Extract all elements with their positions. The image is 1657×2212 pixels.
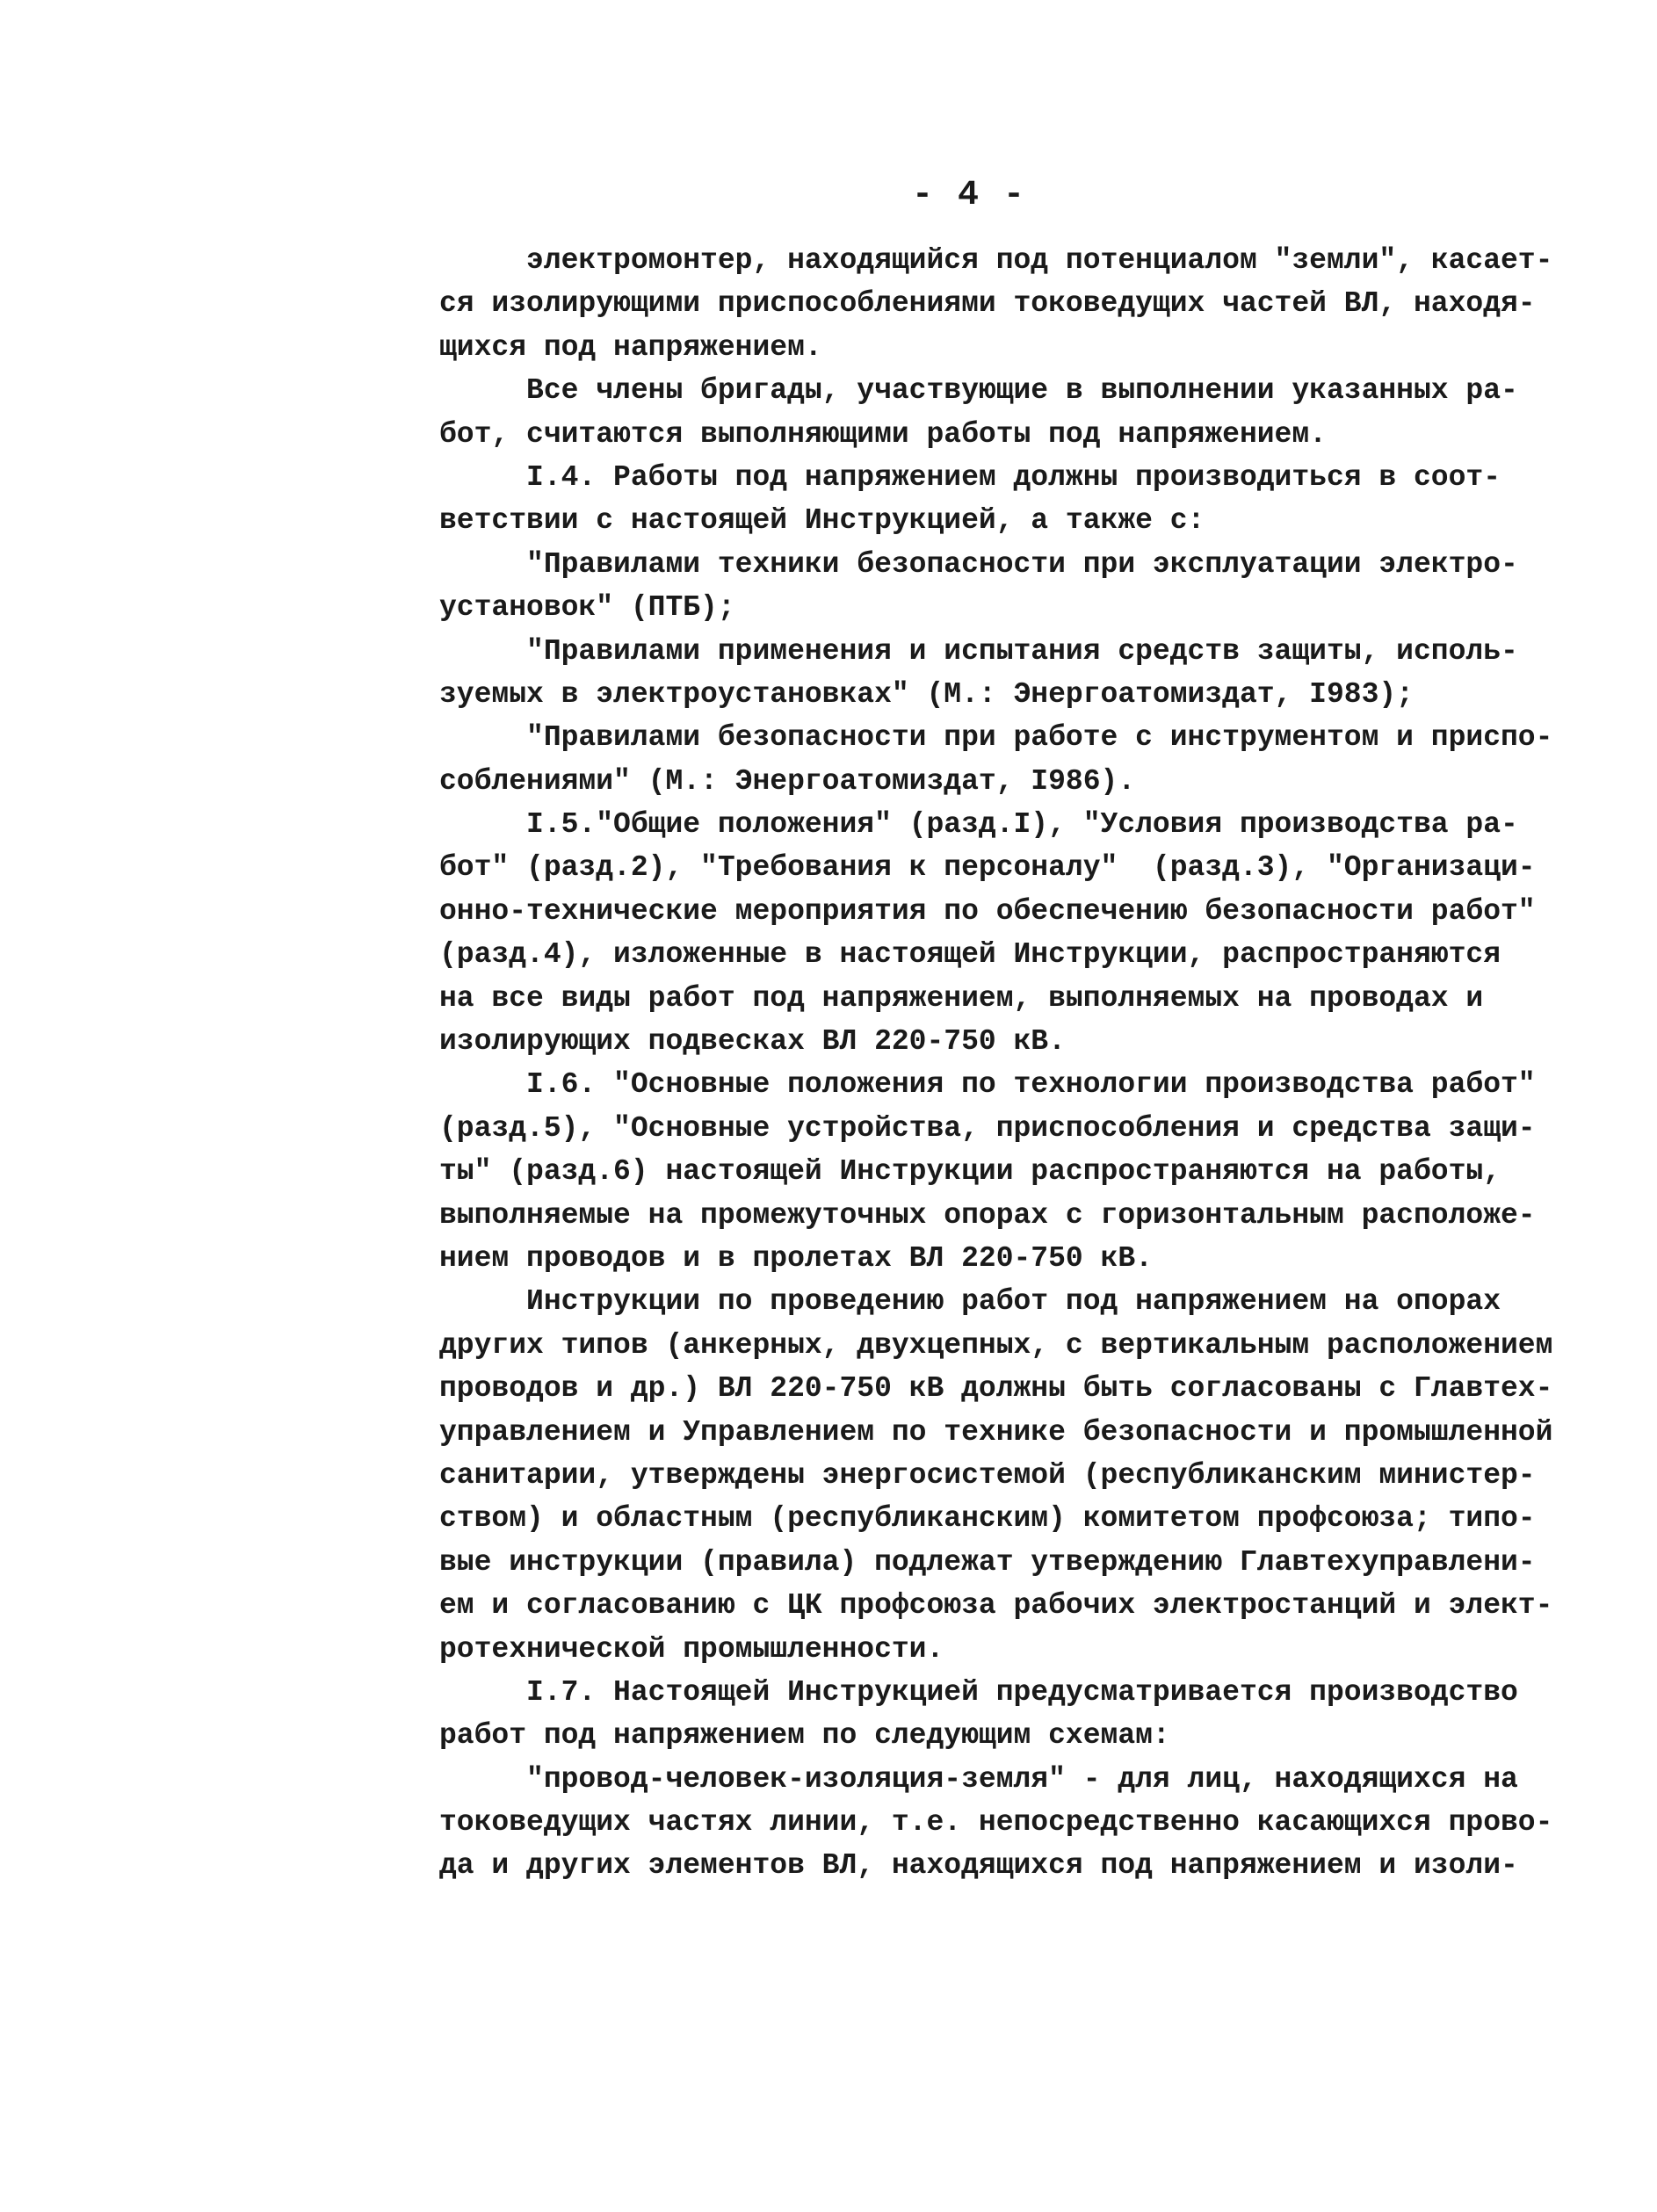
text-line: бот, считаются выполняющими работы под напряжением. xyxy=(439,417,1327,451)
text-line: соблениями" (М.: Энергоатомиздат, I986). xyxy=(439,764,1136,798)
text-line: "Правилами безопасности при работе с инструментом и приспо- xyxy=(439,721,1553,755)
text-line: онно-технические мероприятия по обеспечению безопасности работ" xyxy=(439,894,1536,928)
text-line: других типов (анкерных, двухцепных, с вертикальным расположением xyxy=(439,1328,1553,1362)
text-line: I.7. Настоящей Инструкцией предусматривается производство xyxy=(439,1675,1518,1709)
text-line: да и других элементов ВЛ, находящихся под напряжением и изоли- xyxy=(439,1849,1518,1883)
text-line: санитарии, утверждены энергосистемой (республиканским министер- xyxy=(439,1458,1536,1492)
text-line: (разд.5), "Основные устройства, приспособления и средства защи- xyxy=(439,1111,1536,1145)
text-line: ротехнической промышленности. xyxy=(439,1632,944,1666)
text-line: ся изолирующими приспособлениями токоведущих частей ВЛ, находя- xyxy=(439,287,1536,321)
page-number: - 4 - xyxy=(912,176,1027,215)
text-line: "Правилами техники безопасности при эксплуатации электро- xyxy=(439,547,1518,581)
text-line: ты" (разд.6) настоящей Инструкции распространяются на работы, xyxy=(439,1155,1501,1189)
text-line: ем и согласованию с ЦК профсоюза рабочих электростанций и элект- xyxy=(439,1589,1553,1623)
text-line: бот" (разд.2), "Требования к персоналу" (разд.3), "Организаци- xyxy=(439,851,1536,885)
text-line: вые инструкции (правила) подлежат утверждению Главтехуправлени- xyxy=(439,1545,1536,1579)
text-line: ством) и областным (республиканским) комитетом профсоюза; типо- xyxy=(439,1502,1536,1536)
text-line: щихся под напряжением. xyxy=(439,330,822,364)
text-line: установок" (ПТБ); xyxy=(439,591,735,625)
text-line: Инструкции по проведению работ под напряжением на опорах xyxy=(439,1285,1501,1319)
text-line: ветствии с настоящей Инструкцией, а также с: xyxy=(439,504,1205,538)
text-line: токоведущих частях линии, т.е. непосредственно касающихся прово- xyxy=(439,1806,1553,1840)
text-line: I.6. "Основные положения по технологии производства работ" xyxy=(439,1068,1536,1102)
text-line: (разд.4), изложенные в настоящей Инструкции, распространяются xyxy=(439,938,1501,972)
text-line: проводов и др.) ВЛ 220-750 кВ должны быть согласованы с Главтех- xyxy=(439,1372,1553,1406)
text-line: I.5."Общие положения" (разд.I), "Условия производства ра- xyxy=(439,808,1518,842)
text-line: Все члены бригады, участвующие в выполнении указанных ра- xyxy=(439,374,1518,408)
document-body xyxy=(439,239,1590,1888)
text-line: "провод-человек-изоляция-земля" - для лиц, находящихся на xyxy=(439,1762,1518,1796)
text-line: I.4. Работы под напряжением должны производиться в соот- xyxy=(439,460,1501,494)
text-line: зуемых в электроустановках" (М.: Энергоатомиздат, I983); xyxy=(439,677,1414,711)
text-line: на все виды работ под напряжением, выполняемых на проводах и xyxy=(439,981,1484,1015)
text-line: электромонтер, находящийся под потенциалом "земли", касает- xyxy=(439,244,1553,277)
text-line: выполняемые на промежуточных опорах с горизонтальным расположе- xyxy=(439,1198,1536,1232)
text-line: управлением и Управлением по технике безопасности и промышленной xyxy=(439,1415,1553,1449)
text-line: "Правилами применения и испытания средств защиты, исполь- xyxy=(439,634,1518,668)
text-line: изолирующих подвесках ВЛ 220-750 кВ. xyxy=(439,1025,1066,1059)
text-line: работ под напряжением по следующим схемам: xyxy=(439,1719,1170,1753)
text-line: нием проводов и в пролетах ВЛ 220-750 кВ. xyxy=(439,1241,1153,1275)
